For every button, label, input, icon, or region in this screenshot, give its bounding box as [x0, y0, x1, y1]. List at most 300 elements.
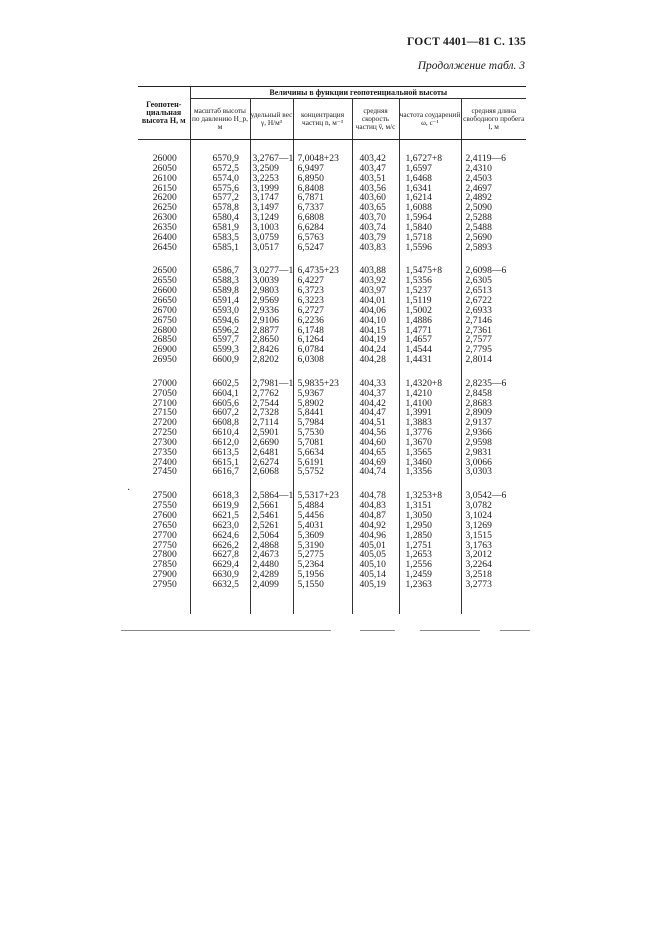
cell-scale-height: 6575,6	[190, 184, 250, 194]
cell-frequency: 1,6468	[399, 174, 461, 184]
cell-scale-height: 6607,2	[190, 408, 250, 418]
cell-height: 26400	[152, 231, 177, 243]
cell-concentration: 5,8441	[293, 408, 352, 418]
cell-specific-weight: 2,6068	[250, 467, 293, 477]
cell-specific-weight: 3,1999	[250, 184, 293, 194]
cell-scale-height: 6602,5	[190, 379, 250, 389]
cell-free-path: 2,8014	[461, 355, 526, 365]
cell-specific-weight: 2,8202	[250, 355, 293, 365]
cell-scale-height: 6616,7	[190, 467, 250, 477]
cell-scale-height: 6618,3	[190, 491, 250, 501]
cell-frequency: 1,5119	[399, 296, 461, 306]
cell-free-path: 2,8235—6	[461, 379, 526, 389]
group-spacer	[138, 477, 526, 491]
cell-speed: 403,97	[352, 286, 399, 296]
cell-scale-height: 6594,6	[190, 316, 250, 326]
cell-frequency: 1,5475+8	[399, 266, 461, 276]
cell-specific-weight: 2,5064	[250, 531, 293, 541]
cell-speed: 403,74	[352, 223, 399, 233]
cell-free-path: 2,5090	[461, 203, 526, 213]
cell-concentration: 5,2364	[293, 560, 352, 570]
cell-free-path: 3,1515	[461, 531, 526, 541]
cell-specific-weight: 3,2509	[250, 164, 293, 174]
cell-frequency: 1,3253+8	[399, 491, 461, 501]
cell-concentration: 6,8408	[293, 184, 352, 194]
cell-height: 26550	[152, 275, 177, 287]
cell-specific-weight: 2,4480	[250, 560, 293, 570]
cell-frequency: 1,4886	[399, 316, 461, 326]
cell-scale-height: 6572,5	[190, 164, 250, 174]
cell-specific-weight: 2,8877	[250, 326, 293, 336]
cell-concentration: 5,6634	[293, 448, 352, 458]
header-particle-concentration: концентрация частиц n, м⁻³	[293, 99, 352, 140]
cell-height: 27250	[152, 427, 177, 439]
cell-scale-height: 6586,7	[190, 266, 250, 276]
cell-speed: 405,19	[352, 580, 399, 590]
cell-concentration: 6,6284	[293, 223, 352, 233]
cell-height: 26050	[152, 162, 177, 174]
cell-specific-weight: 2,7981—1	[250, 379, 293, 389]
cell-frequency: 1,5964	[399, 213, 461, 223]
cell-scale-height: 6593,0	[190, 306, 250, 316]
cell-concentration: 6,5247	[293, 243, 352, 253]
cell-free-path: 3,2012	[461, 550, 526, 560]
cell-frequency: 1,4320+8	[399, 379, 461, 389]
cell-specific-weight: 2,9803	[250, 286, 293, 296]
cell-height: 27950	[152, 578, 177, 590]
cell-height: 27000	[152, 377, 177, 389]
cell-specific-weight: 2,9336	[250, 306, 293, 316]
cell-speed: 404,96	[352, 531, 399, 541]
cell-scale-height: 6577,2	[190, 193, 250, 203]
cell-concentration: 6,7871	[293, 193, 352, 203]
cell-concentration: 5,7081	[293, 438, 352, 448]
group-spacer	[138, 365, 526, 379]
cell-concentration: 6,6808	[293, 213, 352, 223]
cell-height: 27600	[152, 510, 177, 521]
cell-specific-weight: 3,1497	[250, 203, 293, 213]
header-pressure-scale-height: масштаб высоты по давлению H_p, м	[190, 99, 250, 140]
cell-height: 26100	[152, 172, 177, 184]
cell-speed: 403,79	[352, 233, 399, 243]
cell-speed: 404,10	[352, 316, 399, 326]
cell-frequency: 1,4100	[399, 399, 461, 409]
cell-specific-weight: 2,4099	[250, 580, 293, 590]
cell-speed: 404,33	[352, 379, 399, 389]
cell-specific-weight: 2,5661	[250, 501, 293, 511]
cell-free-path: 3,0782	[461, 501, 526, 511]
cell-specific-weight: 3,1003	[250, 223, 293, 233]
cell-frequency: 1,2850	[399, 531, 461, 541]
cell-specific-weight: 2,7544	[250, 399, 293, 409]
cell-free-path: 2,9366	[461, 428, 526, 438]
cell-free-path: 2,9831	[461, 448, 526, 458]
cell-frequency: 1,5718	[399, 233, 461, 243]
cell-frequency: 1,2556	[399, 560, 461, 570]
cell-specific-weight: 3,1747	[250, 193, 293, 203]
cell-frequency: 1,4771	[399, 326, 461, 336]
cell-speed: 404,42	[352, 399, 399, 409]
cell-concentration: 6,2727	[293, 306, 352, 316]
cell-scale-height: 6629,4	[190, 560, 250, 570]
cell-specific-weight: 2,4673	[250, 550, 293, 560]
cell-concentration: 6,1264	[293, 335, 352, 345]
cell-concentration: 5,8902	[293, 399, 352, 409]
cell-frequency: 1,5356	[399, 276, 461, 286]
group-spacer	[138, 252, 526, 266]
cell-height: 26500	[152, 265, 177, 277]
cell-height: 26250	[152, 202, 177, 214]
cell-frequency: 1,3991	[399, 408, 461, 418]
cell-scale-height: 6605,6	[190, 399, 250, 409]
cell-height: 27850	[152, 559, 177, 571]
cell-scale-height: 6578,8	[190, 203, 250, 213]
geopotential-table	[138, 86, 526, 614]
cell-scale-height: 6604,1	[190, 389, 250, 399]
cell-frequency: 1,5002	[399, 306, 461, 316]
cell-height: 26350	[152, 221, 177, 233]
cell-scale-height: 6588,3	[190, 276, 250, 286]
cell-specific-weight: 2,5901	[250, 428, 293, 438]
cell-specific-weight: 2,4289	[250, 570, 293, 580]
cell-free-path: 2,7577	[461, 335, 526, 345]
cell-height: 26650	[152, 294, 177, 306]
cell-speed: 404,78	[352, 491, 399, 501]
cell-concentration: 5,5752	[293, 467, 352, 477]
cell-speed: 403,88	[352, 266, 399, 276]
table-row	[138, 580, 526, 590]
cell-scale-height: 6627,8	[190, 550, 250, 560]
cell-free-path: 2,4119—6	[461, 154, 526, 164]
cell-scale-height: 6610,4	[190, 428, 250, 438]
page-header: ГОСТ 4401—81 С. 135	[407, 36, 526, 48]
cell-speed: 404,69	[352, 458, 399, 468]
cell-specific-weight: 2,6690	[250, 438, 293, 448]
cell-concentration: 5,2775	[293, 550, 352, 560]
cell-free-path: 3,2518	[461, 570, 526, 580]
cell-frequency: 1,3460	[399, 458, 461, 468]
cell-free-path: 3,2264	[461, 560, 526, 570]
cell-specific-weight: 2,4868	[250, 541, 293, 551]
cell-frequency: 1,3356	[399, 467, 461, 477]
cell-concentration: 6,4735+23	[293, 266, 352, 276]
cell-speed: 405,05	[352, 550, 399, 560]
cell-height: 27500	[152, 490, 177, 502]
cell-speed: 405,10	[352, 560, 399, 570]
cell-scale-height: 6596,2	[190, 326, 250, 336]
cell-height: 26950	[152, 354, 177, 366]
cell-specific-weight: 2,8650	[250, 335, 293, 345]
cell-free-path: 2,6098—6	[461, 266, 526, 276]
table-row	[138, 467, 526, 477]
cell-scale-height: 6608,8	[190, 418, 250, 428]
cell-specific-weight: 2,8426	[250, 345, 293, 355]
cell-free-path: 2,8683	[461, 399, 526, 409]
cell-height: 26850	[152, 334, 177, 346]
cell-frequency: 1,2653	[399, 550, 461, 560]
cell-concentration: 6,7337	[293, 203, 352, 213]
cell-height: 27800	[152, 549, 177, 561]
cell-height: 27200	[152, 417, 177, 429]
cell-speed: 404,15	[352, 326, 399, 336]
cell-specific-weight: 2,7114	[250, 418, 293, 428]
cell-free-path: 2,4503	[461, 174, 526, 184]
cell-speed: 405,01	[352, 541, 399, 551]
cell-frequency: 1,3050	[399, 511, 461, 521]
cell-height: 27300	[152, 436, 177, 448]
cell-scale-height: 6583,5	[190, 233, 250, 243]
cell-frequency: 1,4431	[399, 355, 461, 365]
cell-free-path: 2,9137	[461, 418, 526, 428]
cell-concentration: 5,4884	[293, 501, 352, 511]
cell-speed: 404,19	[352, 335, 399, 345]
cell-free-path: 2,5288	[461, 213, 526, 223]
cell-speed: 404,47	[352, 408, 399, 418]
cell-free-path: 3,1024	[461, 511, 526, 521]
cell-concentration: 5,9367	[293, 389, 352, 399]
cell-frequency: 1,2363	[399, 580, 461, 590]
cell-speed: 403,47	[352, 164, 399, 174]
cell-height: 27450	[152, 466, 177, 478]
bottom-rule	[121, 630, 331, 631]
cell-speed: 404,65	[352, 448, 399, 458]
cell-height: 26800	[152, 324, 177, 336]
cell-frequency: 1,3776	[399, 428, 461, 438]
cell-scale-height: 6589,8	[190, 286, 250, 296]
cell-concentration: 5,9835+23	[293, 379, 352, 389]
cell-free-path: 2,6513	[461, 286, 526, 296]
cell-height: 27700	[152, 529, 177, 541]
bottom-rule	[360, 630, 395, 631]
cell-free-path: 2,4310	[461, 164, 526, 174]
cell-frequency: 1,6341	[399, 184, 461, 194]
cell-specific-weight: 3,0277—1	[250, 266, 293, 276]
cell-free-path: 3,0542—6	[461, 491, 526, 501]
cell-free-path: 2,6722	[461, 296, 526, 306]
cell-specific-weight: 2,9106	[250, 316, 293, 326]
cell-specific-weight: 3,0517	[250, 243, 293, 253]
cell-scale-height: 6580,4	[190, 213, 250, 223]
cell-specific-weight: 3,0039	[250, 276, 293, 286]
cell-scale-height: 6619,9	[190, 501, 250, 511]
cell-free-path: 3,0303	[461, 467, 526, 477]
cell-concentration: 6,8950	[293, 174, 352, 184]
cell-free-path: 2,7361	[461, 326, 526, 336]
cell-concentration: 6,1748	[293, 326, 352, 336]
header-mean-free-path: средняя длина свободного пробега l, м	[461, 99, 526, 140]
cell-speed: 404,74	[352, 467, 399, 477]
table-body	[138, 140, 526, 614]
cell-frequency: 1,5596	[399, 243, 461, 253]
cell-speed: 404,60	[352, 438, 399, 448]
cell-speed: 404,37	[352, 389, 399, 399]
cell-specific-weight: 2,5261	[250, 521, 293, 531]
cell-concentration: 6,0308	[293, 355, 352, 365]
data-table-container	[138, 86, 526, 614]
cell-concentration: 5,3609	[293, 531, 352, 541]
cell-specific-weight: 2,7328	[250, 408, 293, 418]
cell-concentration: 6,2236	[293, 316, 352, 326]
table-row	[138, 355, 526, 365]
cell-speed: 403,60	[352, 193, 399, 203]
cell-specific-weight: 2,7762	[250, 389, 293, 399]
cell-scale-height: 6600,9	[190, 355, 250, 365]
cell-height: 26700	[152, 304, 177, 316]
cell-free-path: 3,1763	[461, 541, 526, 551]
cell-concentration: 5,6191	[293, 458, 352, 468]
cell-speed: 404,51	[352, 418, 399, 428]
cell-specific-weight: 2,5461	[250, 511, 293, 521]
cell-scale-height: 6626,2	[190, 541, 250, 551]
header-geopotential-height: Геопотен-циальная высота H, м	[138, 87, 190, 140]
cell-frequency: 1,6088	[399, 203, 461, 213]
cell-scale-height: 6597,7	[190, 335, 250, 345]
cell-specific-weight: 3,1249	[250, 213, 293, 223]
cell-concentration: 5,3190	[293, 541, 352, 551]
cell-frequency: 1,4210	[399, 389, 461, 399]
cell-frequency: 1,5840	[399, 223, 461, 233]
cell-concentration: 5,1956	[293, 570, 352, 580]
cell-height: 26600	[152, 285, 177, 297]
cell-scale-height: 6599,3	[190, 345, 250, 355]
cell-height: 27650	[152, 519, 177, 531]
cell-height: 27750	[152, 539, 177, 551]
cell-frequency: 1,4657	[399, 335, 461, 345]
cell-speed: 403,42	[352, 154, 399, 164]
cell-frequency: 1,6214	[399, 193, 461, 203]
cell-frequency: 1,3883	[399, 418, 461, 428]
cell-free-path: 2,6933	[461, 306, 526, 316]
cell-frequency: 1,6597	[399, 164, 461, 174]
cell-speed: 404,56	[352, 428, 399, 438]
cell-scale-height: 6574,0	[190, 174, 250, 184]
cell-free-path: 2,8458	[461, 389, 526, 399]
cell-frequency: 1,2950	[399, 521, 461, 531]
cell-scale-height: 6621,5	[190, 511, 250, 521]
header-collision-frequency: частота соударений ω, с⁻¹	[399, 99, 461, 140]
cell-specific-weight: 2,6274	[250, 458, 293, 468]
group-spacer	[138, 590, 526, 614]
cell-free-path: 2,5893	[461, 243, 526, 253]
cell-height: 26450	[152, 241, 177, 253]
cell-free-path: 3,2773	[461, 580, 526, 590]
cell-free-path: 3,1269	[461, 521, 526, 531]
cell-concentration: 5,5317+23	[293, 491, 352, 501]
cell-free-path: 2,5690	[461, 233, 526, 243]
cell-concentration: 5,7530	[293, 428, 352, 438]
cell-height: 27350	[152, 446, 177, 458]
group-spacer	[138, 140, 526, 155]
cell-frequency: 1,5237	[399, 286, 461, 296]
cell-scale-height: 6632,5	[190, 580, 250, 590]
cell-scale-height: 6615,1	[190, 458, 250, 468]
cell-speed: 403,56	[352, 184, 399, 194]
cell-free-path: 2,5488	[461, 223, 526, 233]
cell-scale-height: 6585,1	[190, 243, 250, 253]
cell-specific-weight: 3,2767—1	[250, 154, 293, 164]
cell-frequency: 1,6727+8	[399, 154, 461, 164]
margin-dot: ·	[127, 485, 131, 496]
cell-frequency: 1,2459	[399, 570, 461, 580]
cell-speed: 404,28	[352, 355, 399, 365]
cell-scale-height: 6613,5	[190, 448, 250, 458]
cell-specific-weight: 3,0759	[250, 233, 293, 243]
header-group: Величины в функции геопотенциальной высоты	[190, 87, 526, 99]
cell-concentration: 6,0784	[293, 345, 352, 355]
cell-scale-height: 6591,4	[190, 296, 250, 306]
table-continuation-label: Продолжение табл. 3	[417, 60, 525, 72]
cell-height: 26300	[152, 212, 177, 224]
bottom-rule	[500, 630, 530, 631]
cell-height: 26750	[152, 314, 177, 326]
cell-concentration: 6,3223	[293, 296, 352, 306]
cell-concentration: 5,7984	[293, 418, 352, 428]
cell-scale-height: 6581,9	[190, 223, 250, 233]
cell-speed: 405,14	[352, 570, 399, 580]
cell-concentration: 6,3723	[293, 286, 352, 296]
header-mean-particle-speed: средняя скорость частиц v̄, м/с	[352, 99, 399, 140]
cell-height: 26200	[152, 192, 177, 204]
cell-specific-weight: 3,2253	[250, 174, 293, 184]
cell-height: 26900	[152, 344, 177, 356]
cell-concentration: 5,4456	[293, 511, 352, 521]
cell-scale-height: 6612,0	[190, 438, 250, 448]
cell-speed: 404,06	[352, 306, 399, 316]
cell-free-path: 2,7146	[461, 316, 526, 326]
cell-speed: 404,01	[352, 296, 399, 306]
cell-height: 27400	[152, 456, 177, 468]
cell-scale-height: 6570,9	[190, 154, 250, 164]
cell-speed: 404,92	[352, 521, 399, 531]
cell-scale-height: 6624,6	[190, 531, 250, 541]
cell-scale-height: 6623,0	[190, 521, 250, 531]
cell-frequency: 1,3151	[399, 501, 461, 511]
cell-height: 26150	[152, 182, 177, 194]
cell-free-path: 2,6305	[461, 276, 526, 286]
bottom-rule	[420, 630, 480, 631]
cell-speed: 403,65	[352, 203, 399, 213]
cell-concentration: 6,9497	[293, 164, 352, 174]
cell-concentration: 6,5763	[293, 233, 352, 243]
cell-specific-weight: 2,6481	[250, 448, 293, 458]
table-row	[138, 243, 526, 253]
cell-speed: 404,24	[352, 345, 399, 355]
cell-specific-weight: 2,5864—1	[250, 491, 293, 501]
cell-free-path: 2,8909	[461, 408, 526, 418]
cell-speed: 404,83	[352, 501, 399, 511]
cell-concentration: 5,1550	[293, 580, 352, 590]
cell-speed: 403,70	[352, 213, 399, 223]
cell-free-path: 3,0066	[461, 458, 526, 468]
cell-frequency: 1,3670	[399, 438, 461, 448]
cell-concentration: 7,0048+23	[293, 154, 352, 164]
cell-speed: 403,51	[352, 174, 399, 184]
cell-free-path: 2,7795	[461, 345, 526, 355]
cell-height: 27050	[152, 387, 177, 399]
cell-height: 27100	[152, 397, 177, 409]
header-specific-weight: удельный вес γ, Н/м³	[250, 99, 293, 140]
cell-height: 27150	[152, 407, 177, 419]
cell-free-path: 2,9598	[461, 438, 526, 448]
cell-height: 27550	[152, 500, 177, 512]
cell-frequency: 1,4544	[399, 345, 461, 355]
cell-concentration: 5,4031	[293, 521, 352, 531]
cell-scale-height: 6630,9	[190, 570, 250, 580]
cell-free-path: 2,4892	[461, 193, 526, 203]
cell-height: 26000	[152, 153, 177, 164]
cell-speed: 403,83	[352, 243, 399, 253]
cell-free-path: 2,4697	[461, 184, 526, 194]
